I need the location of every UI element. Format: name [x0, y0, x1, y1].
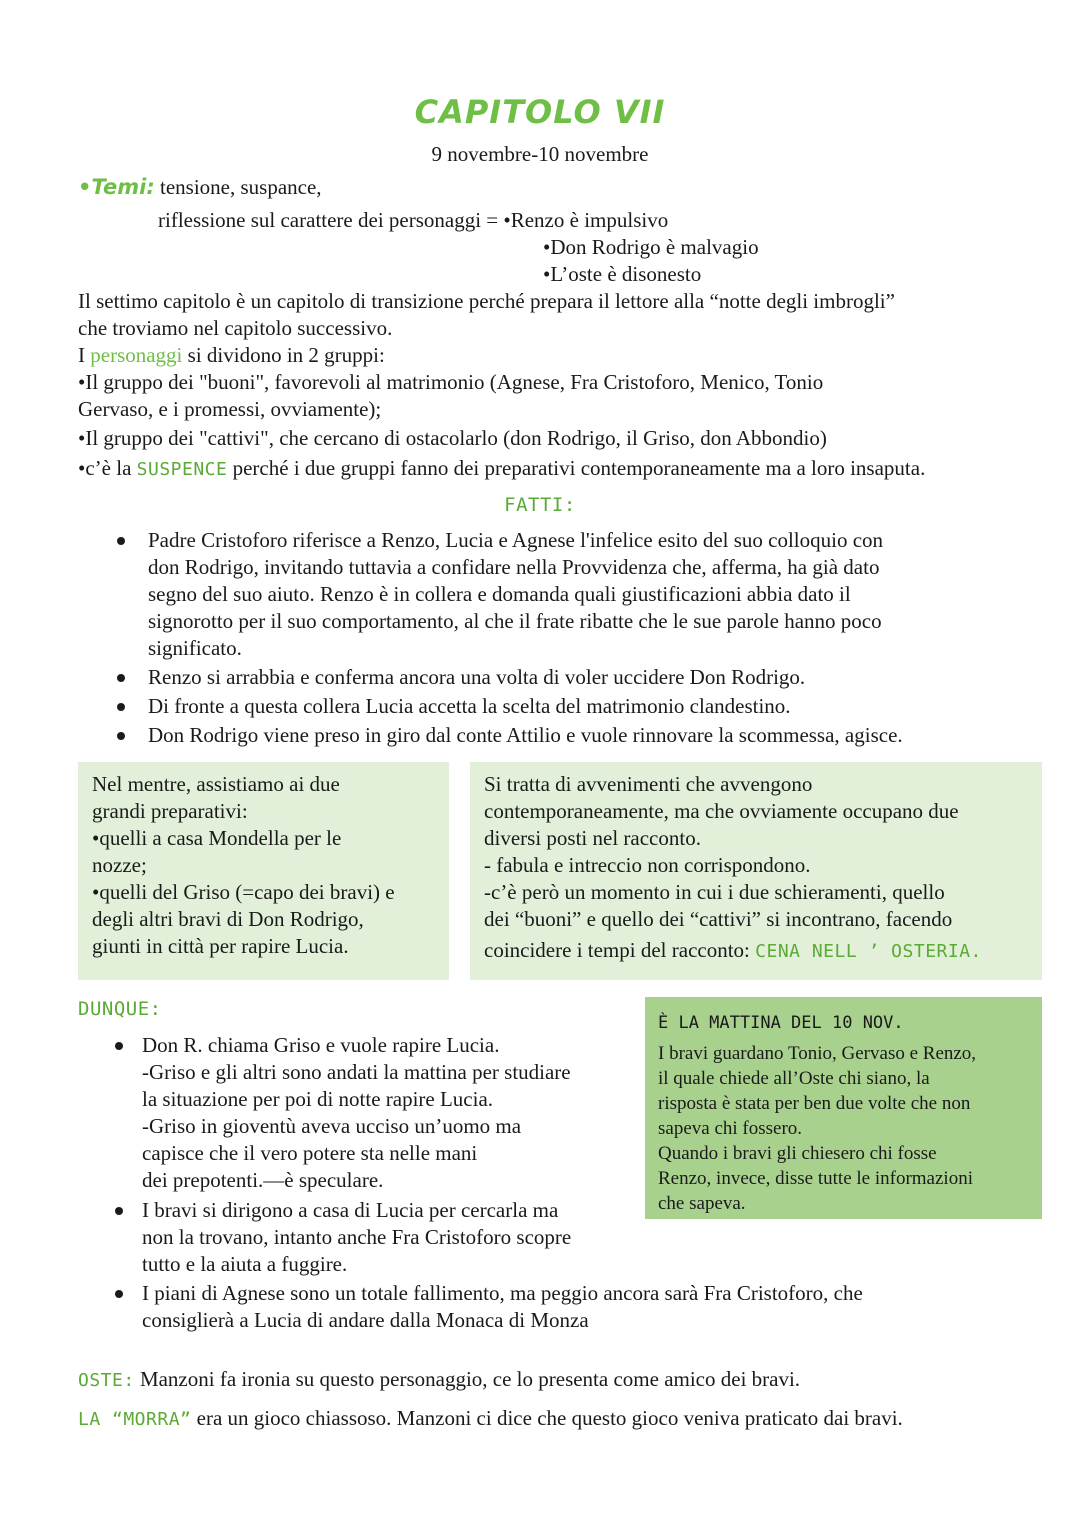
dunque-bullet-3: I piani di Agnese sono un totale fallimento, ma peggio ancora sarà Fra Cristoforo, che consiglierà a Lucia di andare dalla Monaca di Monza — [142, 1280, 1042, 1334]
bullet-dot — [117, 537, 125, 545]
avvenimenti-box: Si tratta di avvenimenti che avvengono contemporaneamente, ma che ovviamente occupano due diversi posti nel racconto. - fabula e intreccio non corrispondono. -c’è però un momento in cui i due schieramenti, quello dei “buoni” e quello dei “cattivi” si incontrano, facendo coincidere i tempi del racconto: CENA NELL ’ OSTERIA. — [470, 762, 1042, 980]
intro-line: Il settimo capitolo è un capitolo di transizione perché prepara il lettore alla “notte degli imbrogli” — [78, 289, 895, 313]
oste-note: OSTE: Manzoni fa ironia su questo personaggio, ce lo presenta come amico dei bravi. — [78, 1367, 801, 1391]
bullet-dot — [115, 1042, 123, 1050]
bullet-dot — [117, 732, 125, 740]
bullet-dot — [117, 703, 125, 711]
page-title: CAPITOLO VII — [414, 93, 666, 131]
fatti-bullet-1: Padre Cristoforo riferisce a Renzo, Lucia e Agnese l'infelice esito del suo colloquio con don Rodrigo, invitando tuttavia a confidare nella Provvidenza che, afferma, ha già dato segno del suo aiuto. Renzo è in collera e domanda quali giustificazioni abbia dato il signorotto per il suo comportamento, al che il frate ribatte che le sue parole hanno poco significato. — [148, 527, 1048, 662]
cena-keyword: CENA NELL ’ OSTERIA. — [755, 941, 982, 962]
oste-label: OSTE: — [78, 1370, 135, 1391]
mattina-heading: È LA MATTINA DEL 10 NOV. — [658, 1013, 904, 1033]
temi-label: •Temi: — [78, 175, 155, 199]
bullet-dot — [115, 1290, 123, 1298]
temi-row — [78, 174, 322, 201]
fatti-bullet-2: Renzo si arrabbia e conferma ancora una volta di voler uccidere Don Rodrigo. — [148, 664, 1048, 691]
fatti-bullet-3: Di fronte a questa collera Lucia accetta la scelta del matrimonio clandestino. — [148, 693, 1048, 720]
fatti-heading: FATTI: — [504, 494, 576, 516]
intro-paragraph — [78, 288, 1068, 483]
intro-line: Gervaso, e i promessi, ovviamente); — [78, 397, 382, 421]
temi-line2: riflessione sul carattere dei personaggi = •Renzo è impulsivo — [158, 208, 669, 232]
chapter-dates: 9 novembre-10 novembre — [431, 142, 649, 166]
dunque-bullet-2: I bravi si dirigono a casa di Lucia per cercarla ma non la trovano, intanto anche Fra Cristoforo scopre tutto e la aiuta a fuggire. — [142, 1197, 642, 1278]
dunque-heading: DUNQUE: — [78, 998, 162, 1020]
intro-line: •c’è la SUSPENCE perché i due gruppi fanno dei preparativi contemporaneamente ma a loro insaputa. — [78, 456, 926, 480]
bullet-dot — [115, 1207, 123, 1215]
morra-note: LA “MORRA” era un gioco chiassoso. Manzoni ci dice che questo gioco veniva praticato dai bravi. — [78, 1406, 903, 1430]
fatti-bullet-4: Don Rodrigo viene preso in giro dal conte Attilio e vuole rinnovare la scommessa, agisce. — [148, 722, 1048, 749]
intro-line: •Il gruppo dei "buoni", favorevoli al matrimonio (Agnese, Fra Cristoforo, Menico, Tonio — [78, 370, 824, 394]
temi-line3: •Don Rodrigo è malvagio — [543, 235, 759, 259]
suspence-keyword: SUSPENCE — [136, 459, 228, 480]
intro-line: •Il gruppo dei "cattivi", che cercano di ostacolarlo (don Rodrigo, il Griso, don Abbondio) — [78, 426, 827, 450]
preparativi-box: Nel mentre, assistiamo ai due grandi preparativi: •quelli a casa Mondella per le nozze; •quelli del Griso (=capo dei bravi) e degli altri bravi di Don Rodrigo, giunti in città per rapire Lucia. — [78, 762, 449, 980]
mattina-box: È LA MATTINA DEL 10 NOV. I bravi guardano Tonio, Gervaso e Renzo, il quale chiede all’Oste chi siano, la risposta è stata per ben due volte che non sapeva chi fossero. Quando i bravi gli chiesero chi fosse Renzo, invece, disse tutte le informazioni che sapeva. — [645, 997, 1042, 1219]
temi-line4: •L’oste è disonesto — [543, 262, 702, 286]
intro-line: che troviamo nel capitolo successivo. — [78, 316, 393, 340]
morra-label: LA “MORRA” — [78, 1409, 192, 1430]
temi-line1: tensione, suspance, — [160, 175, 322, 199]
bullet-dot — [117, 674, 125, 682]
personaggi-keyword: personaggi — [90, 343, 183, 367]
dunque-bullet-1: Don R. chiama Griso e vuole rapire Lucia. -Griso e gli altri sono andati la mattina per studiare la situazione per poi di notte rapire Lucia. -Griso in gioventù aveva ucciso un’uomo ma capisce che il vero potere sta nelle mani dei prepotenti.—è speculare. — [142, 1032, 642, 1194]
intro-line: I personaggi si dividono in 2 gruppi: — [78, 343, 385, 367]
